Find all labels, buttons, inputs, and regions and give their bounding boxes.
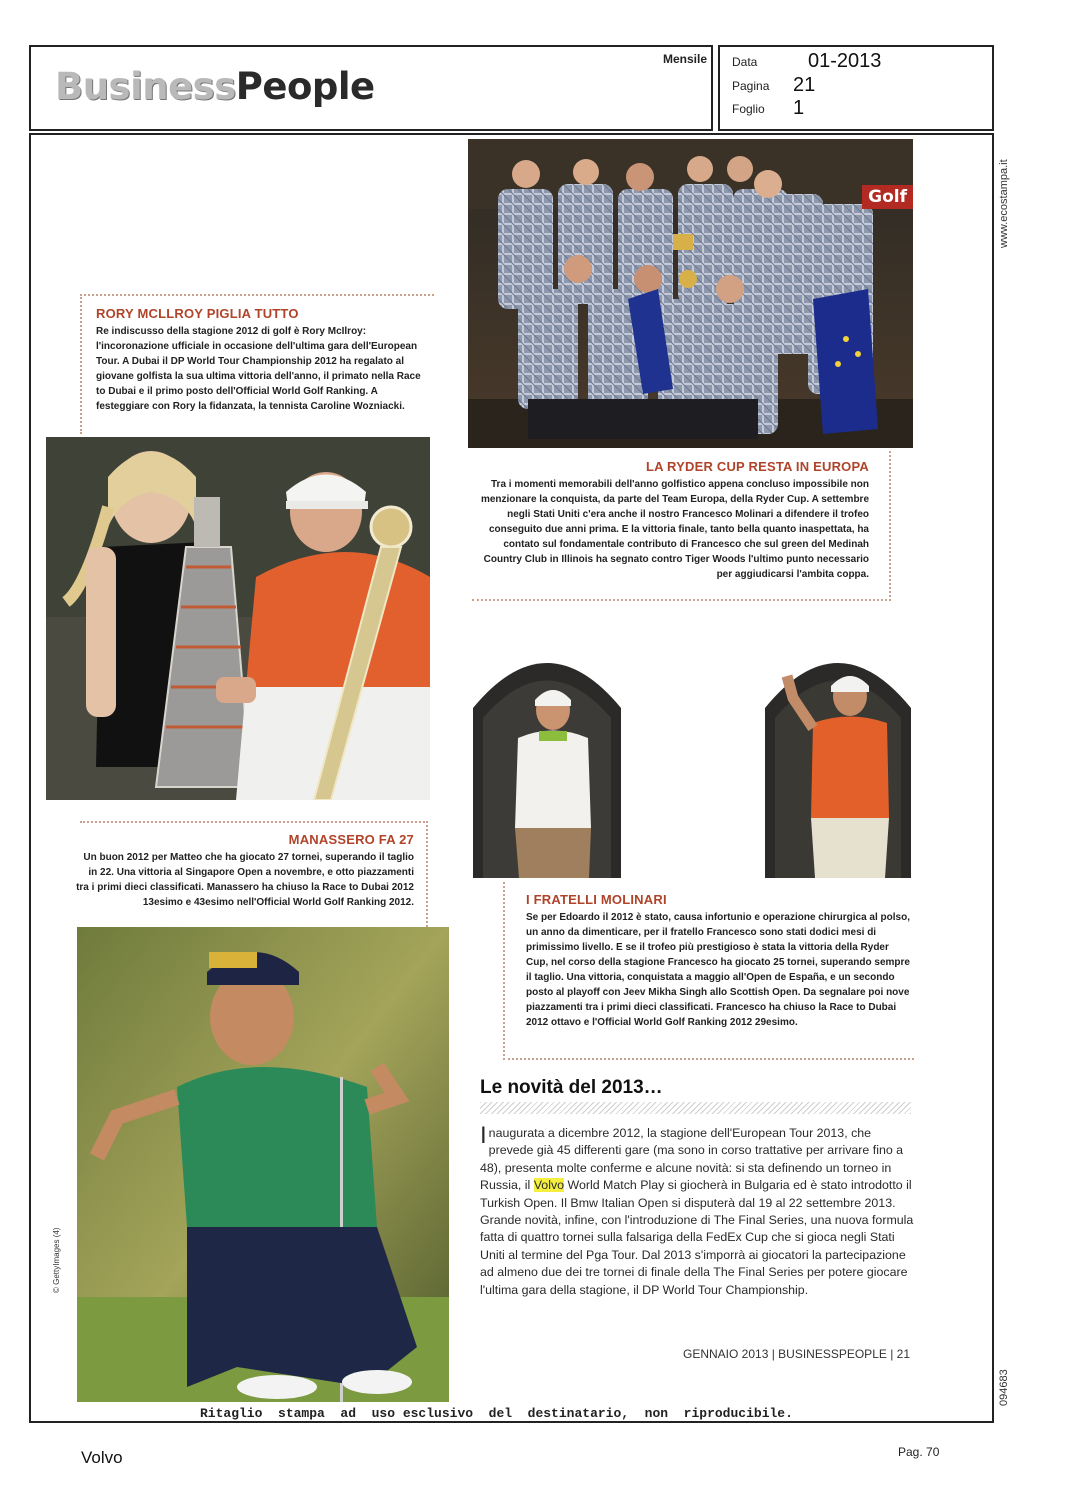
team-photo-illustration xyxy=(468,139,913,448)
news-title: Le novità del 2013… xyxy=(480,1077,663,1098)
mcilroy-caption xyxy=(80,294,434,434)
page-footer: GENNAIO 2013 | BUSINESSPEOPLE | 21 xyxy=(683,1347,910,1361)
molinari-body: Se per Edoardo il 2012 è stato, causa infortunio e operazione chirurgica al polso, un anno da dimenticare, per il fratello Francesco sono stati dodici mesi di primissimo livello. E se il trofeo più prestigioso è stata la vittoria della Ryder Cup, nel corso della stagione Francesco ha giocato 25 tornei, superando sempre il taglio. Una vittoria, conquistata a maggio all'Open de España, e un secondo posto al playoff con Jeev Mikha Singh allo Scottish Open. Da segnalare poi nove piazzamenti tra i primi dieci classificati. Francesco ha chiuso la Race to Dubai 2012 ottavo e l'Official World Golf Ranking 2012 29esimo. xyxy=(526,912,910,1028)
metadata-box xyxy=(718,45,994,131)
news-dropcap: I xyxy=(480,1122,487,1149)
section-tag-golf: Golf xyxy=(862,185,913,209)
manassero-caption xyxy=(76,821,428,927)
news-text-part1: naugurata a dicembre 2012, la stagione dell'European Tour 2013, che prevede già 45 differenti gare (ma sono in corso trattative per arrivare fino a 48), presenta molte conferme e alcune novità: si sta definendo un torneo in Russia, il xyxy=(480,1126,904,1193)
francesco-molinari-photo xyxy=(765,628,911,878)
page-number: Pag. 70 xyxy=(898,1445,940,1459)
ryder-title: LA RYDER CUP RESTA IN EUROPA xyxy=(645,459,869,474)
publication-logo: BusinessPeople xyxy=(55,65,375,108)
manassero-photo-illustration xyxy=(77,927,449,1402)
news-article xyxy=(480,1122,914,1299)
data-value: 01-2013 xyxy=(808,50,882,72)
pagina-label: Pagina xyxy=(732,79,770,93)
ryder-body: Tra i momenti memorabili dell'anno golfistico appena concluso impossibile non menzionare la conquista, da parte del Team Europa, della Ryder Cup. A settembre negli Stati Uniti c'era anche il nostro Francesco Molinari a difendere il trofeo conseguito due anni prima. E la vittoria finale, tanto bella quanto inaspettata, ha contato sul fondamentale contributo di Francesco che sul green del Medinah Country Club in Illinois ha segnato contro Tiger Woods l'ultimo punto necessario per aggiudicarsi l'ambita coppa. xyxy=(480,479,869,580)
molinari-title: I FRATELLI MOLINARI xyxy=(526,892,667,907)
website-vertical: www.ecostampa.it xyxy=(998,159,1010,248)
edoardo-photo-illustration xyxy=(473,628,621,878)
data-label: Data xyxy=(732,55,758,69)
mcilroy-title: RORY MCLLROY PIGLIA TUTTO xyxy=(96,306,299,321)
molinari-caption xyxy=(503,882,914,1060)
manassero-title: MANASSERO FA 27 xyxy=(288,832,414,847)
mcilroy-wozniacki-photo xyxy=(46,437,430,800)
ryder-cup-photo xyxy=(468,139,913,448)
pagina-value: 21 xyxy=(793,74,816,96)
frequency-label: Mensile xyxy=(662,52,707,66)
francesco-photo-illustration xyxy=(765,628,911,878)
news-text-part2: World Match Play si giocherà in Bulgaria ed è stato introdotto il Turkish Open. Il Bmw Italian Open si disputerà dal 19 al 22 settembre 2013. Grande novità, infine, con l'introduzione di The Final Series, una nuova formula fatta di quattro tornei sulla falsariga della FedEx Cup che si gioca negli Stati Uniti al termine del Pga Tour. Dal 2013 s'imporrà ai giocatori la partecipazione ad almeno due dei tre tornei di finale della The Final Series per potere giocare l'ultima gara della stagione, il DP World Tour Championship. xyxy=(480,1178,914,1297)
disclaimer: Ritaglio stampa ad uso esclusivo del destinatario, non riproducibile. xyxy=(200,1406,793,1421)
masthead-box xyxy=(29,45,713,131)
manassero-body: Un buon 2012 per Matteo che ha giocato 27 tornei, superando il taglio in 22. Una vittoria al Singapore Open a novembre, e otto piazzamenti tra i primi dieci classificati. Manassero ha chiuso la Race to Dubai 2012 13esimo e 43esimo nell'Official World Golf Ranking 2012. xyxy=(76,852,414,908)
news-highlight: Volvo xyxy=(533,1178,565,1193)
manassero-photo xyxy=(77,927,449,1402)
client-name: Volvo xyxy=(81,1448,123,1467)
clipping-code: 094683 xyxy=(998,1369,1010,1406)
foglio-label: Foglio xyxy=(732,102,765,116)
photo-credit: © GettyImages (4) xyxy=(52,1227,61,1293)
mcilroy-body: Re indiscusso della stagione 2012 di golf è Rory McIlroy: l'incoronazione ufficiale in occasione dell'ultima gara dell'European Tour. A Dubai il DP World Tour Championship 2012 ha regalato al giovane golfista la sua ultima vittoria dell'anno, il primato nella Race to Dubai e il primo posto dell'Official World Golf Ranking. A festeggiare con Rory la fidanzata, la tennista Caroline Wozniacki. xyxy=(96,326,421,412)
foglio-value: 1 xyxy=(793,97,805,119)
news-title-rule xyxy=(480,1102,911,1114)
mcilroy-photo-illustration xyxy=(46,437,430,800)
edoardo-molinari-photo xyxy=(473,628,621,878)
ryder-caption xyxy=(472,451,891,601)
